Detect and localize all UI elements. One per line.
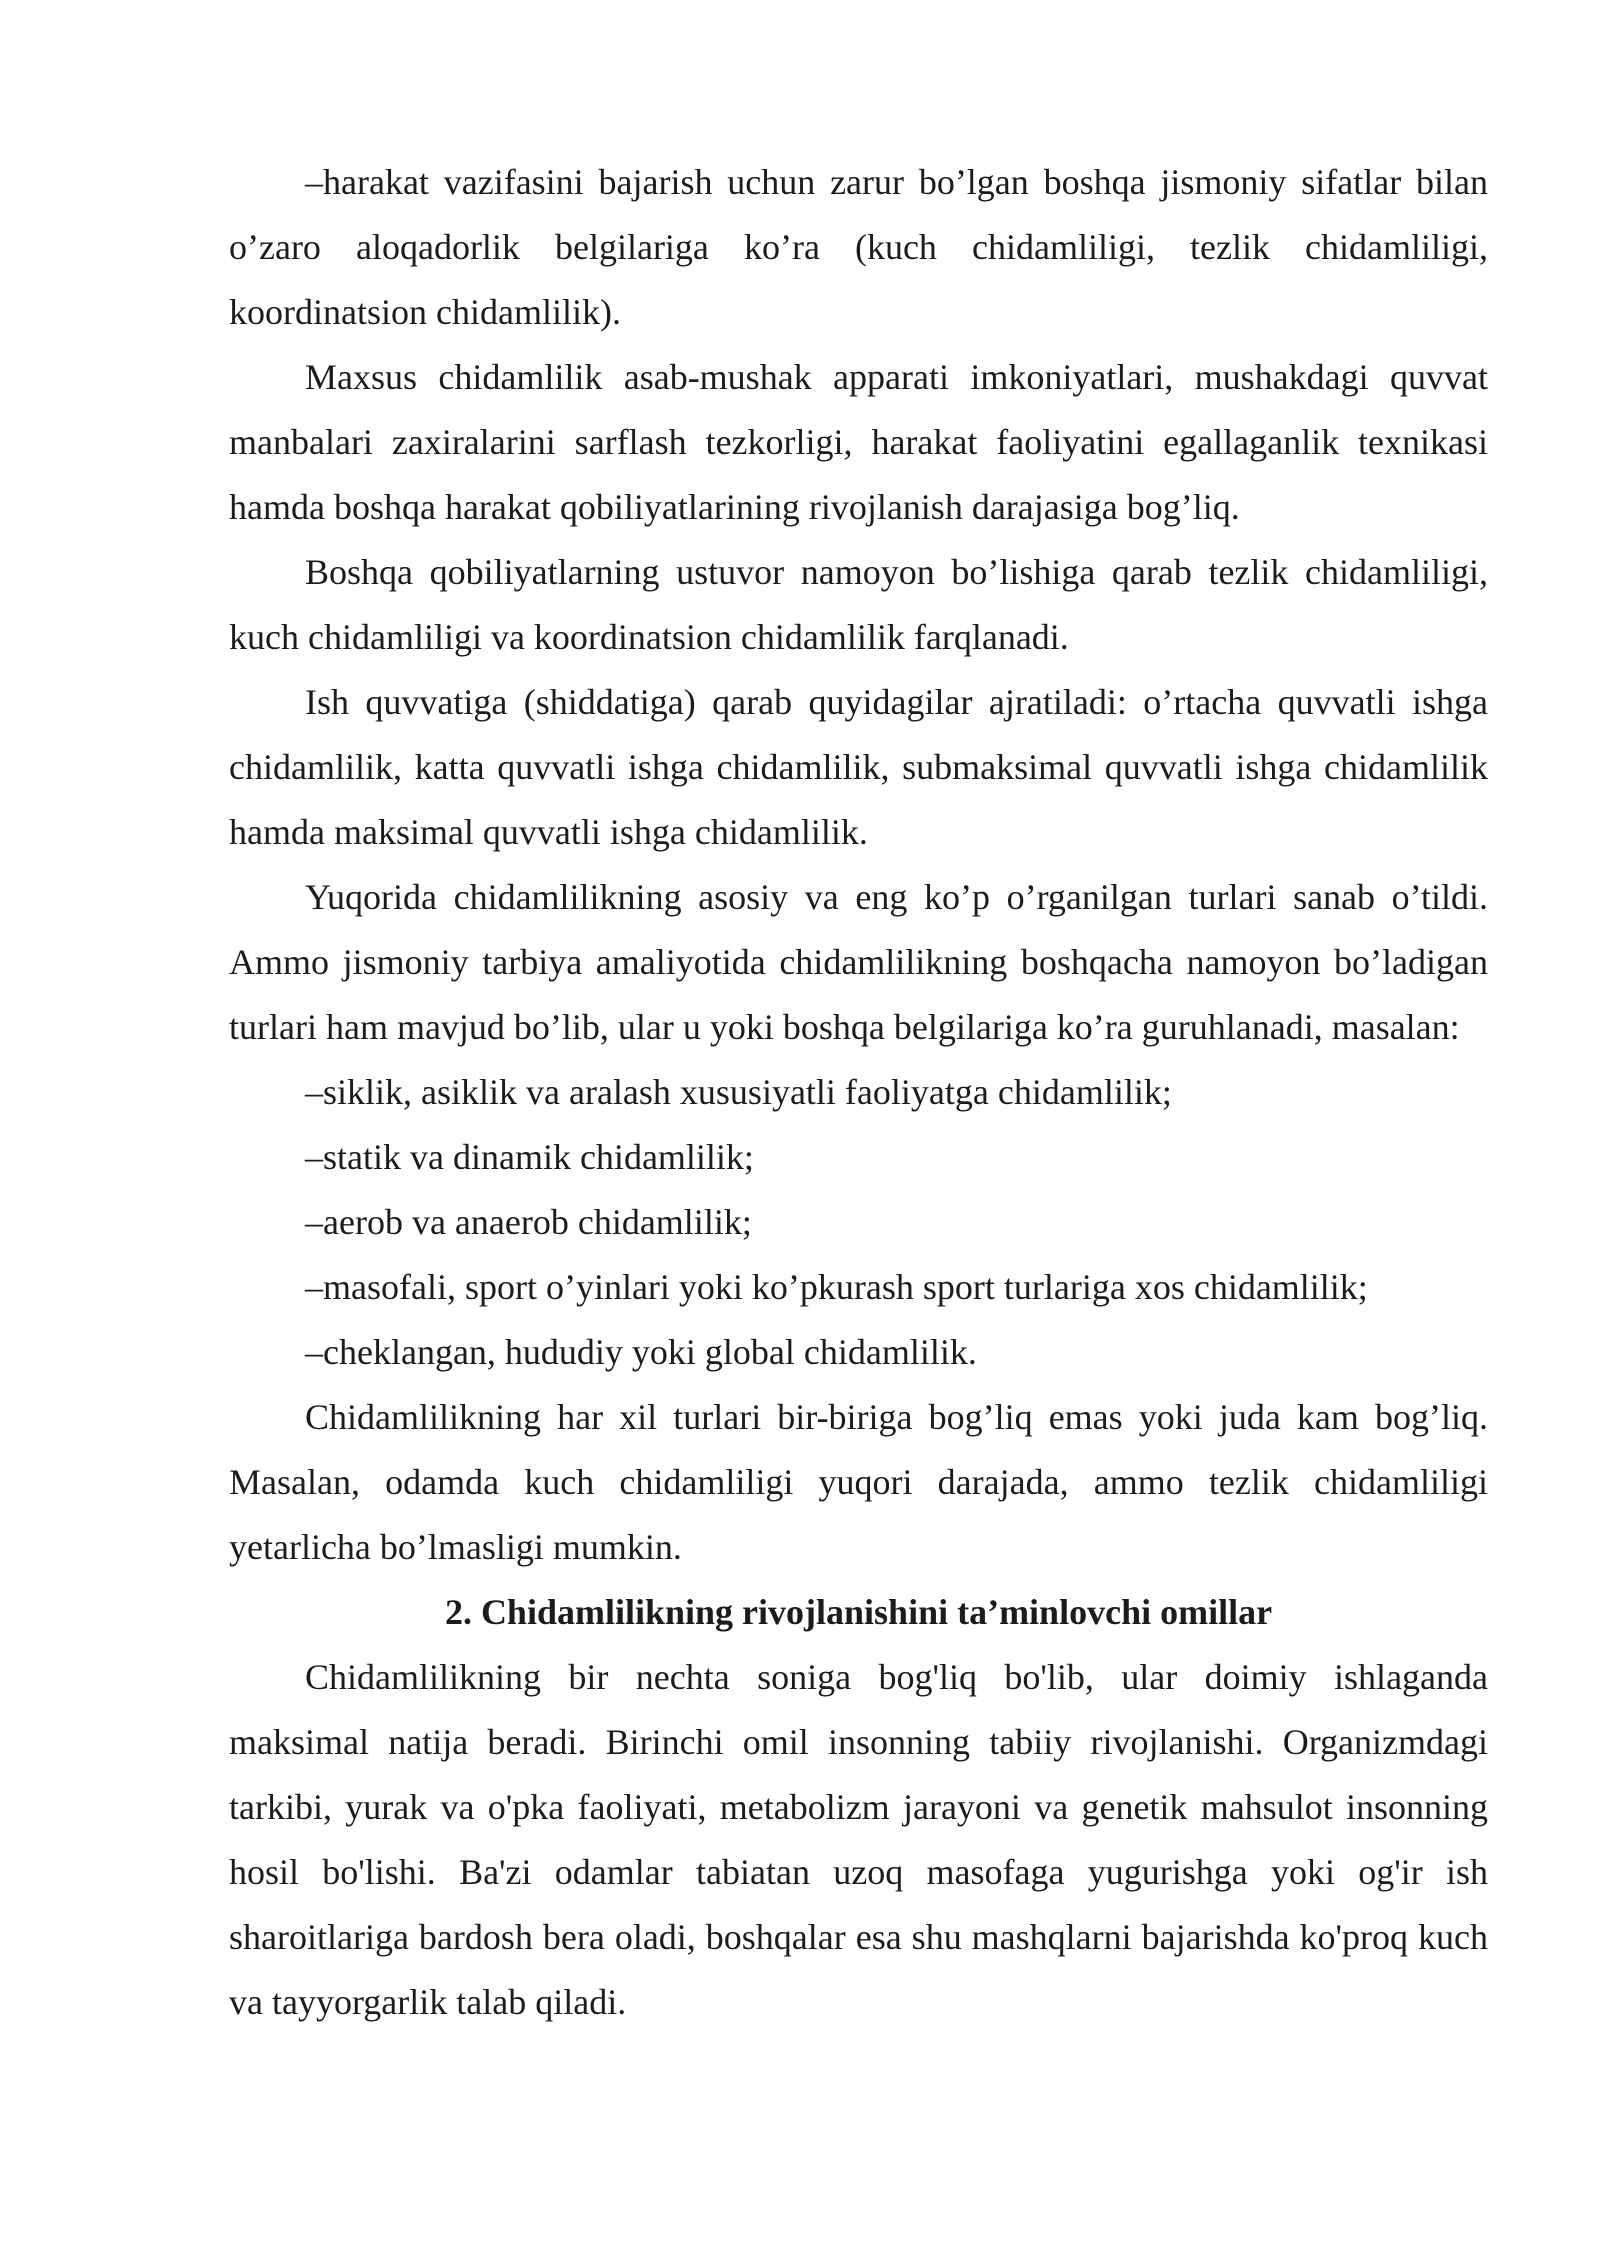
list-item: –masofali, sport o’yinlari yoki ko’pkurash sport turlariga xos chidamlilik; [305, 1267, 1368, 1307]
paragraph-work-power: Ish quvvatiga (shiddatiga) qarab quyidagilar ajratiladi: o’rtacha quvvatli ishga chidamlilik, katta quvvatli ishga chidamlilik, submaksimal quvvatli ishga chidamlilik hamda maksimal quvvatli ishga chidamlilik. [229, 682, 1488, 852]
paragraph-other-types: Yuqorida chidamlilikning asosiy va eng ko’p o’rganilgan turlari sanab o’tildi. Ammo jismoniy tarbiya amaliyotida chidamlilikning boshqacha namoyon bo’ladigan turlari ham mavjud bo’lib, ular u yoki boshqa belgilariga ko’ra guruhlanadi, masalan: [229, 877, 1488, 1047]
paragraph-ability-types: Boshqa qobiliyatlarning ustuvor namoyon bo’lishiga qarab tezlik chidamliligi, kuch chidamliligi va koordinatsion chidamlilik farqlanadi. [229, 552, 1488, 657]
paragraph-factors: Chidamlilikning bir nechta soniga bog'liq bo'lib, ular doimiy ishlaganda maksimal natija beradi. Birinchi omil insonning tabiiy rivojlanishi. Organizmdagi tarkibi, yurak va o'pka faoliyati, metabolizm jarayoni va genetik mahsulot insonning hosil bo'lishi. Ba'zi odamlar tabiatan uzoq masofaga yugurishga yoki og'ir ish sharoitlariga bardosh bera oladi, boshqalar esa shu mashqlarni bajarishda ko'proq kuch va tayyorgarlik talab qiladi. [229, 1657, 1488, 2022]
paragraph-independence: Chidamlilikning har xil turlari bir-biriga bog’liq emas yoki juda kam bog’liq. Masalan, odamda kuch chidamliligi yuqori darajada, ammo tezlik chidamliligi yetarlicha bo’lmasligi mumkin. [229, 1397, 1488, 1567]
list-item: –aerob va anaerob chidamlilik; [305, 1202, 752, 1242]
section-heading: 2. Chidamlilikning rivojlanishini ta’minlovchi omillar [444, 1592, 1273, 1632]
list-item: –siklik, asiklik va aralash xususiyatli faoliyatga chidamlilik; [305, 1072, 1172, 1112]
paragraph-special-endurance: Maxsus chidamlilik asab-mushak apparati imkoniyatlari, mushakdagi quvvat manbalari zaxiralarini sarflash tezkorligi, harakat faoliyatini egallaganlik texnikasi hamda boshqa harakat qobiliyatlarining rivojlanish darajasiga bog’liq. [229, 357, 1488, 527]
list-item: –statik va dinamik chidamlilik; [305, 1137, 754, 1177]
paragraph-coordination-endurance: –harakat vazifasini bajarish uchun zarur bo’lgan boshqa jismoniy sifatlar bilan o’zaro aloqadorlik belgilariga ko’ra (kuch chidamliligi, tezlik chidamliligi, koordinatsion chidamlilik). [229, 162, 1488, 332]
list-item: –cheklangan, hududiy yoki global chidamlilik. [305, 1332, 977, 1372]
document-page [229, 150, 1488, 2035]
